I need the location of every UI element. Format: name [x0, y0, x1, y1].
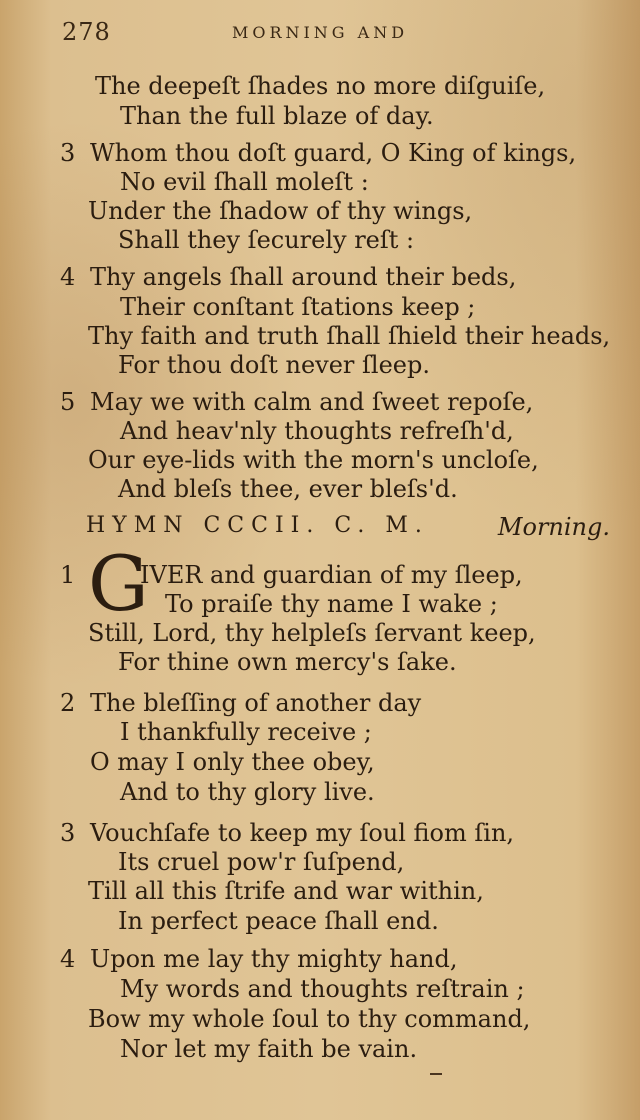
verse-number: 1 [60, 561, 76, 589]
hymn-heading [86, 513, 610, 549]
printer-mark [430, 1073, 442, 1075]
verse-line: And bleſs thee, ever bleſs'd. [118, 475, 458, 503]
verse-line: Shall they ſecurely reſt : [118, 226, 415, 254]
verse-line: To praiſe thy name I wake ; [165, 590, 498, 618]
verse-number: 4 [60, 263, 76, 291]
verse-line: No evil ſhall moleſt : [120, 168, 369, 196]
hymn-subject: Morning. [497, 513, 610, 541]
verse-line: The bleſſing of another day [90, 689, 422, 717]
verse-line: Nor let my faith be vain. [120, 1035, 418, 1063]
verse-number: 3 [60, 139, 76, 167]
verse-line: Till all this ſtrife and war within, [88, 877, 484, 905]
verse-line: Than the full blaze of day. [120, 102, 434, 130]
verse-line: Bow my whole ſoul to thy command, [88, 1005, 531, 1033]
verse-line: Their conſtant ſtations keep ; [120, 293, 476, 321]
verse-line: Its cruel pow'r ſuſpend, [118, 848, 405, 876]
verse-line: Under the ſhadow of thy wings, [88, 197, 473, 225]
verse-line: And heav'nly thoughts refreſh'd, [120, 417, 514, 445]
verse-line: Our eye-lids with the morn's uncloſe, [88, 446, 539, 474]
running-head [0, 18, 640, 48]
verse-line: In perfect peace ſhall end. [118, 907, 439, 935]
verse-line: And to thy glory live. [120, 778, 375, 806]
drop-cap: G [88, 539, 149, 628]
verse-line: My words and thoughts reſtrain ; [120, 975, 525, 1003]
page-number: 278 [62, 18, 111, 46]
verse-line: Thy faith and truth ſhall ſhield their heads, [88, 322, 611, 350]
verse-line: The deepeſt ſhades no more diſguiſe, [95, 72, 546, 100]
verse-line: May we with calm and ſweet repoſe, [90, 388, 534, 416]
verse-line: Upon me lay thy mighty hand, [90, 945, 458, 973]
running-title: MORNING AND [231, 23, 409, 42]
verse-number: 5 [60, 388, 76, 416]
verse-line: Vouchſafe to keep my ſoul fiom ſin, [90, 819, 515, 847]
verse-line: Still, Lord, thy helpleſs ſervant keep, [88, 619, 536, 647]
verse-line: Whom thou doſt guard, O King of kings, [90, 139, 577, 167]
verse-number: 3 [60, 819, 76, 847]
verse-line: For thou doſt never ſleep. [118, 351, 430, 379]
verse-line: I thankfully receive ; [120, 718, 372, 746]
verse-line: O may I only thee obey, [90, 748, 375, 776]
hymn-title: HYMN CCCII. C. M. [86, 513, 429, 538]
verse-line: IVER and guardian of my ſleep, [140, 561, 523, 589]
verse-line: Thy angels ſhall around their beds, [90, 263, 517, 291]
verse-number: 2 [60, 689, 76, 717]
verse-line: For thine own mercy's ſake. [118, 648, 457, 676]
verse-number: 4 [60, 945, 76, 973]
